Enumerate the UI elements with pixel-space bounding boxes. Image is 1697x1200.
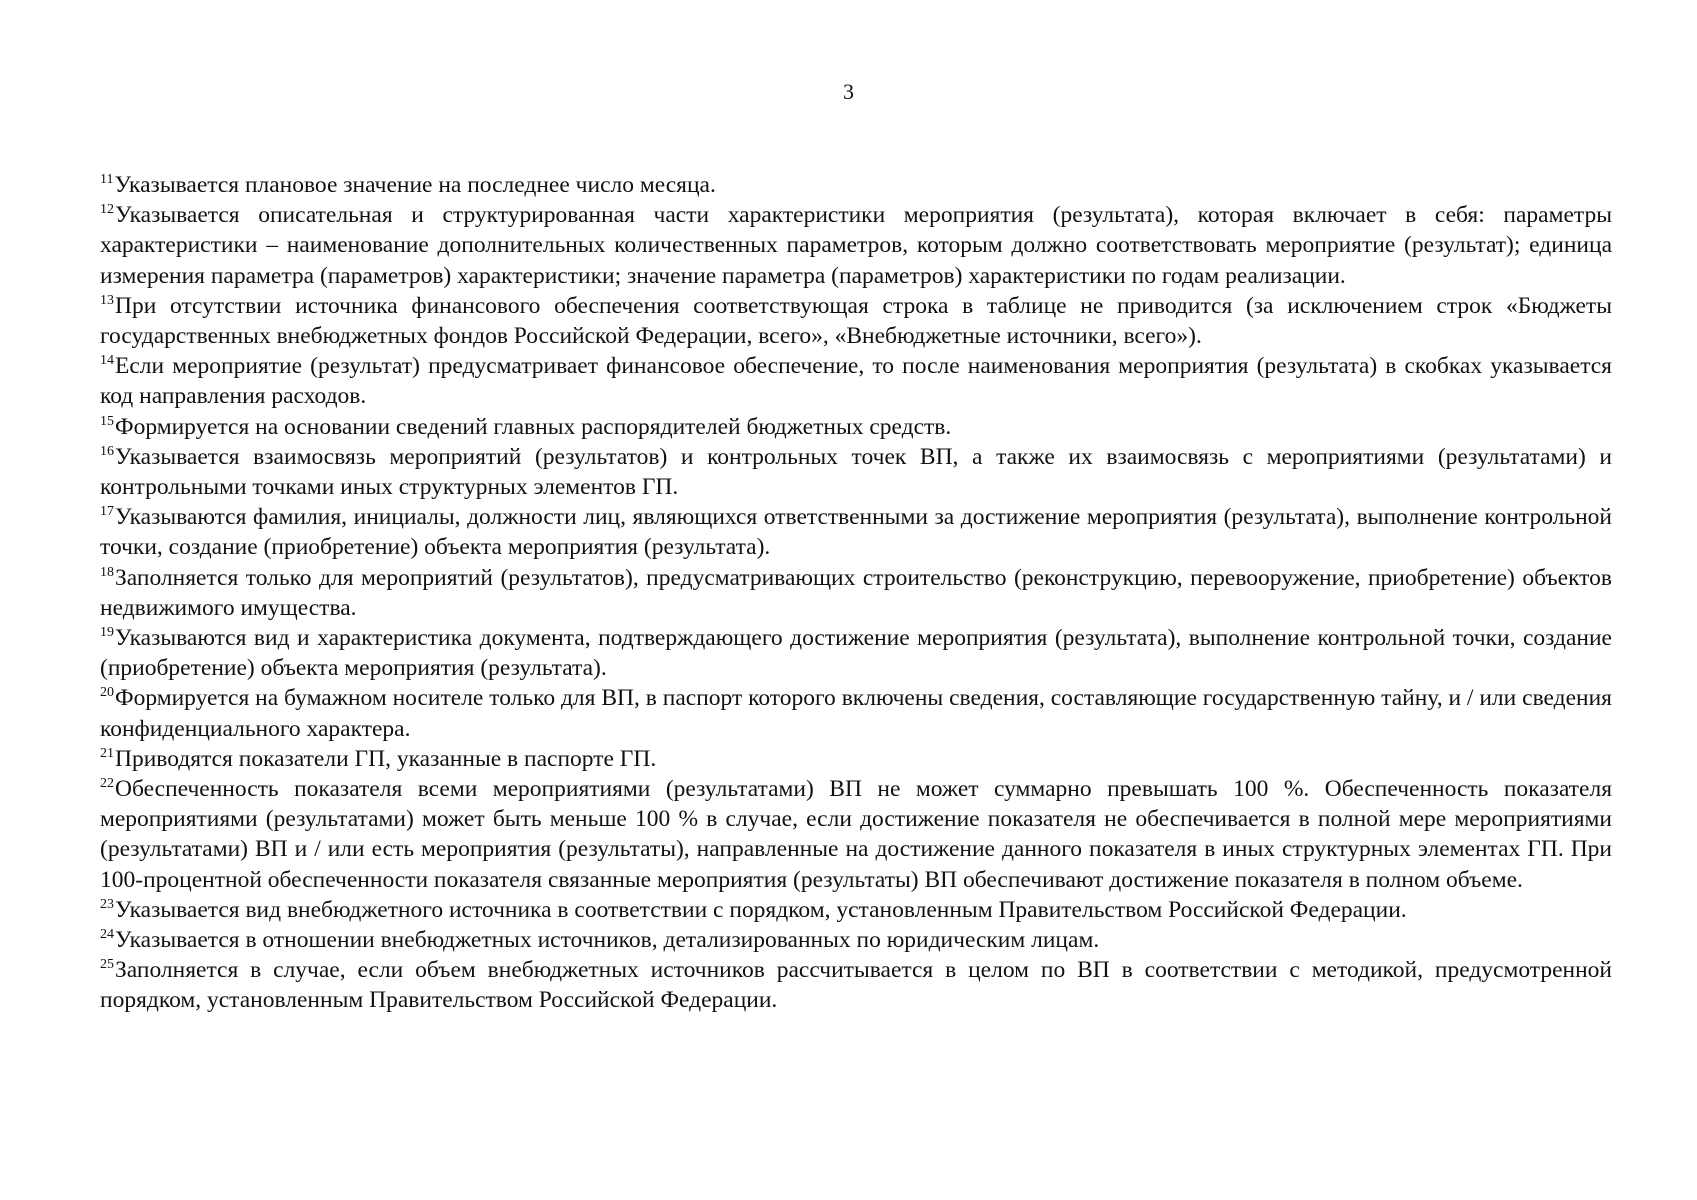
footnote-text: Формируется на основании сведений главных распорядителей бюджетных средств. — [115, 413, 952, 440]
footnote-text: Указывается в отношении внебюджетных источников, детализированных по юридическим лицам. — [115, 927, 1100, 954]
footnote-text: Указываются фамилия, инициалы, должности лиц, являющихся ответственными за достижение мероприятия (результата), выполнение контрольной точки, создание (приобретение) объекта мероприятия (результата). — [100, 504, 1612, 561]
footnote-text: Приводятся показатели ГП, указанные в паспорте ГП. — [115, 745, 657, 772]
footnote-12 — [100, 200, 1612, 291]
footnote-mark: 21 — [100, 745, 114, 761]
footnote-mark: 22 — [100, 776, 114, 792]
footnote-text: Указывается описательная и структурированная части характеристики мероприятия (результата), которая включает в себя: параметры характеристики – наименование дополнительных количественных параметров, которым должно соответствовать мероприятие (результат); единица измерения параметра (параметров) характеристики; значение параметра (параметров) характеристики по годам реализации. — [100, 202, 1612, 289]
footnote-mark: 25 — [100, 957, 114, 973]
footnote-mark: 18 — [100, 564, 114, 580]
footnote-19 — [100, 623, 1612, 683]
footnote-22 — [100, 774, 1612, 895]
footnote-mark: 11 — [100, 172, 114, 187]
footnote-mark: 24 — [100, 927, 114, 943]
footnote-text: Формируется на бумажном носителе только для ВП, в паспорт которого включены сведения, составляющие государственную тайну, и / или сведения конфиденциального характера. — [100, 685, 1612, 742]
page-number: 3 — [843, 79, 854, 104]
footnotes-list — [100, 170, 1612, 1016]
footnote-14 — [100, 351, 1612, 411]
footnote-25 — [100, 955, 1612, 1015]
footnote-mark: 17 — [100, 504, 114, 520]
footnote-text: Указывается плановое значение на последнее число месяца. — [114, 172, 716, 198]
footnote-text: Заполняется в случае, если объем внебюджетных источников рассчитывается в целом по ВП в соответствии с методикой, предусмотренной порядком, установленным Правительством Российской Федерации. — [100, 957, 1612, 1014]
footnote-text: Обеспеченность показателя всеми мероприятиями (результатами) ВП не может суммарно превышать 100 %. Обеспеченность показателя мероприятиями (результатами) может быть меньше 100 % в случае, если достижение показателя не обеспечивается в полной мере мероприятиями (результатами) ВП и / или есть мероприятия (результаты), направленные на достижение данного показателя в иных структурных элементах ГП. При 100-процентной обеспеченности показателя связанные мероприятия (результаты) ВП обеспечивают достижение показателя в полном объеме. — [100, 776, 1612, 893]
footnote-text: Если мероприятие (результат) предусматривает финансовое обеспечение, то после наименования мероприятия (результата) в скобках указывается код направления расходов. — [100, 353, 1612, 410]
footnote-mark: 13 — [100, 292, 114, 308]
footnote-mark: 20 — [100, 685, 114, 701]
footnote-17 — [100, 502, 1612, 562]
footnote-text: Указываются вид и характеристика документа, подтверждающего достижение мероприятия (результата), выполнение контрольной точки, создание (приобретение) объекта мероприятия (результата). — [100, 625, 1612, 682]
footnote-mark: 15 — [100, 413, 114, 429]
footnote-24 — [100, 925, 1612, 955]
footnote-mark: 19 — [100, 625, 114, 641]
footnote-text: Указывается вид внебюджетного источника в соответствии с порядком, установленным Правительством Российской Федерации. — [115, 896, 1407, 923]
footnote-11 — [100, 170, 1612, 200]
footnote-text: Указывается взаимосвязь мероприятий (результатов) и контрольных точек ВП, а также их взаимосвязь с мероприятиями (результатами) и контрольными точками иных структурных элементов ГП. — [100, 443, 1612, 501]
footnote-23 — [100, 895, 1612, 925]
footnote-15 — [100, 412, 1612, 442]
footnote-text: Заполняется только для мероприятий (результатов), предусматривающих строительство (реконструкцию, перевооружение, приобретение) объектов недвижимого имущества. — [100, 564, 1612, 621]
footnote-mark: 16 — [100, 443, 114, 459]
footnote-text: При отсутствии источника финансового обеспечения соответствующая строка в таблице не приводится (за исключением строк «Бюджеты государственных внебюджетных фондов Российской Федерации, всего», «Внебюджетные источники, всего»). — [100, 292, 1612, 350]
footnote-18 — [100, 563, 1612, 623]
footnote-13 — [100, 291, 1612, 351]
footnote-mark: 14 — [100, 353, 114, 369]
footnote-mark: 23 — [100, 896, 114, 912]
footnote-16 — [100, 442, 1612, 502]
footnote-mark: 12 — [100, 202, 114, 218]
footnote-21 — [100, 744, 1612, 774]
footnote-20 — [100, 683, 1612, 743]
